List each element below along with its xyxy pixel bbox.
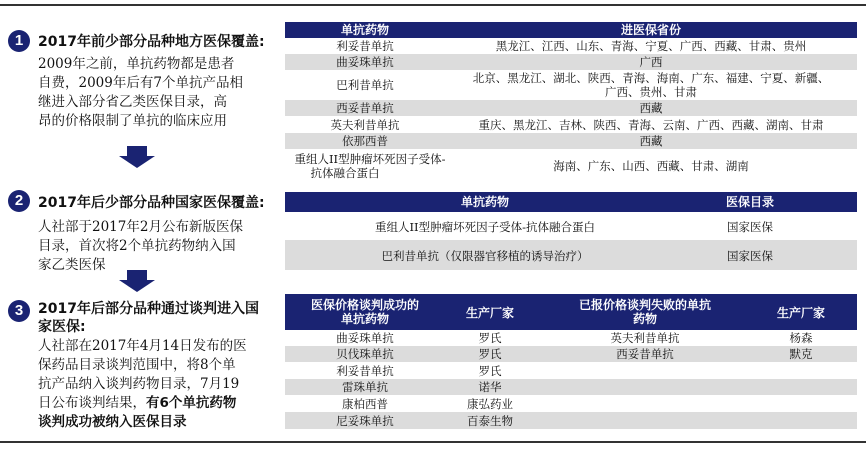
highlight-text: 有6个单抗药物: [146, 395, 237, 411]
bottom-rule: [0, 441, 866, 443]
drug-name: 巴利昔单抗（仅限器官移植的诱导治疗）: [381, 249, 589, 263]
province-list: 广西: [639, 55, 663, 69]
province-list: 广西、贵州、甘肃: [605, 85, 697, 99]
maker-name: 诺华: [478, 380, 502, 394]
table1-header-province: 进医保省份: [620, 23, 681, 37]
drug-name: 利妥昔单抗: [336, 364, 394, 378]
table2-header-catalog: 医保目录: [725, 195, 774, 209]
drug-name: 曲妥珠单抗: [336, 331, 394, 345]
section-number-3: 3: [8, 300, 30, 322]
table3-header-failed-drug: 已报价格谈判失败的单抗 药物: [578, 298, 711, 326]
table1-header-drug: 单抗药物: [340, 23, 389, 37]
section-text-2: 人社部于2017年2月公布新版医保 目录，首次将2个单抗药物纳入国 家乙类医保: [38, 219, 243, 273]
drug-name: 西妥昔单抗: [616, 347, 674, 361]
drug-name: 贝伐珠单抗: [336, 347, 394, 361]
drug-name: 依那西普: [342, 134, 388, 148]
drug-name: 雷珠单抗: [342, 380, 388, 394]
drug-name: 重组人II型肿瘤坏死因子受体-抗体融合蛋白: [375, 220, 595, 234]
province-list: 黑龙江、江西、山东、青海、宁夏、广西、西藏、甘肃、贵州: [495, 39, 807, 53]
province-list: 北京、黑龙江、湖北、陕西、青海、海南、广东、福建、宁夏、新疆、: [472, 71, 830, 85]
drug-name: 抗体融合蛋白: [310, 166, 380, 180]
province-list: 海南、广东、山西、西藏、甘肃、湖南: [553, 159, 749, 173]
drug-name: 曲妥珠单抗: [336, 55, 394, 69]
section-title-3: 2017年后部分品种通过谈判进入国 家医保:: [38, 301, 259, 335]
maker-name: 罗氏: [478, 331, 502, 345]
drug-name: 尼妥珠单抗: [336, 414, 394, 428]
highlight-text: 谈判成功被纳入医保目录: [38, 414, 187, 430]
maker-name: 罗氏: [478, 347, 502, 361]
drug-name: 重组人II型肿瘤坏死因子受体-: [294, 152, 446, 166]
province-list: 西藏: [639, 134, 663, 148]
catalog-value: 国家医保: [727, 249, 773, 263]
section-number-1: 1: [8, 30, 30, 52]
top-rule: [0, 4, 866, 6]
maker-name: 杨森: [789, 331, 813, 345]
section-text-3: 人社部在2017年4月14日发布的医 保药品目录谈判范围中，将8个单 抗产品纳入谈判药物目录，7月19 日公布谈判结果，有6个单抗药物 谈判成功被纳入医保目录: [38, 338, 247, 430]
maker-name: 百泰生物: [467, 414, 513, 428]
table3-header-maker: 生产厂家: [776, 306, 825, 320]
drug-name: 康柏西普: [342, 397, 388, 411]
drug-name: 西妥昔单抗: [336, 101, 394, 115]
province-list: 西藏: [639, 101, 663, 115]
section-text-1: 2009年之前，单抗药物都是患者 自费，2009年后有7个单抗产品相 继进入部分省乙类医保目录，高 昂的价格限制了单抗的临床应用: [38, 56, 243, 129]
maker-name: 默克: [789, 347, 813, 361]
drug-name: 英夫利昔单抗: [610, 331, 680, 345]
table3-header-success-drug: 医保价格谈判成功的 单抗药物: [310, 298, 419, 326]
section-title-1: 2017年前少部分品种地方医保覆盖:: [38, 34, 265, 50]
table3-header-maker: 生产厂家: [465, 306, 514, 320]
province-list: 重庆、黑龙江、吉林、陕西、青海、云南、广西、西藏、湖南、甘肃: [478, 118, 824, 132]
section-number-2: 2: [8, 190, 30, 212]
section-title-2: 2017年后少部分品种国家医保覆盖:: [38, 195, 265, 211]
catalog-value: 国家医保: [727, 220, 773, 234]
table2-header-drug: 单抗药物: [460, 195, 509, 209]
drug-name: 英夫利昔单抗: [330, 118, 400, 132]
maker-name: 康弘药业: [467, 397, 513, 411]
drug-name: 巴利昔单抗: [336, 78, 394, 92]
drug-name: 利妥昔单抗: [336, 39, 394, 53]
maker-name: 罗氏: [478, 364, 502, 378]
